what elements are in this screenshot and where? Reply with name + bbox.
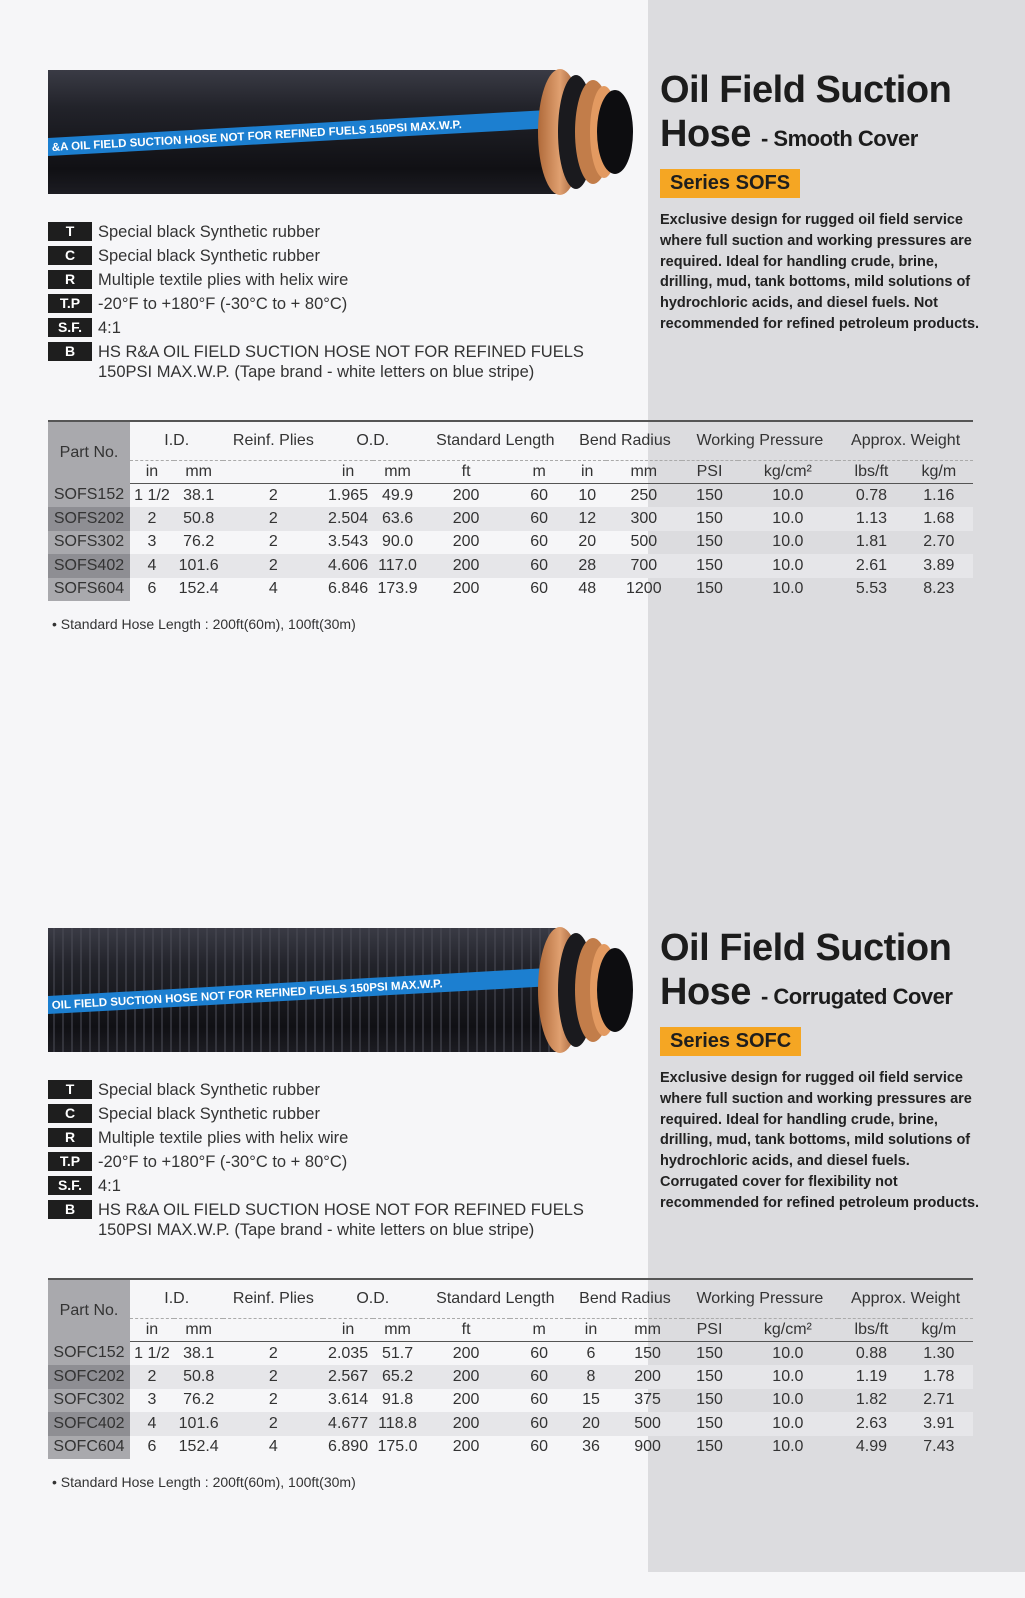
table-cell: 38.1 bbox=[183, 1344, 215, 1362]
spec-value: HS R&A OIL FIELD SUCTION HOSE NOT FOR REFINED FUELS bbox=[98, 343, 584, 361]
part-number-cell: SOFS202 bbox=[48, 507, 130, 530]
table-row bbox=[48, 554, 973, 577]
table-cell: 150 bbox=[696, 580, 723, 598]
header-unit: in bbox=[130, 461, 174, 484]
table-cell: 50.8 bbox=[174, 1365, 223, 1388]
table-cell: 4 bbox=[130, 1412, 174, 1435]
table-cell: 1.78 bbox=[905, 1365, 973, 1388]
table-cell: 2.61 bbox=[838, 554, 904, 577]
spec-value: Multiple textile plies with helix wire bbox=[98, 1129, 349, 1147]
header-unit: in bbox=[568, 461, 606, 484]
table-cell: 117.0 bbox=[373, 554, 422, 577]
table-cell: 10.0 bbox=[772, 1391, 804, 1409]
header-unit: mm bbox=[614, 1319, 682, 1342]
header-unit: mm bbox=[174, 461, 223, 484]
table-cell: 200 bbox=[422, 554, 510, 577]
table-cell: 3.543 bbox=[328, 533, 369, 551]
spec-table bbox=[48, 420, 973, 601]
table-cell: 36 bbox=[582, 1438, 600, 1456]
table-cell: 60 bbox=[530, 1344, 549, 1362]
header-std-length: Standard Length bbox=[422, 1279, 568, 1319]
spec-key-badge: B bbox=[48, 342, 92, 361]
table-cell: 150 bbox=[696, 486, 723, 504]
table-cell: 60 bbox=[510, 1365, 568, 1388]
product-title-line1: Oil Field Suction bbox=[660, 927, 952, 969]
header-unit: mm bbox=[606, 461, 681, 484]
table-cell: 150 bbox=[682, 554, 738, 577]
table-cell: 10 bbox=[578, 486, 597, 504]
table-row bbox=[48, 1342, 973, 1366]
table-cell: 4.99 bbox=[855, 1438, 888, 1456]
table-cell: 12 bbox=[568, 507, 606, 530]
header-unit: ft bbox=[422, 1319, 510, 1342]
table-cell: 10.0 bbox=[772, 1438, 804, 1456]
table-cell: 10.0 bbox=[738, 1365, 839, 1388]
spec-key-badge: T bbox=[48, 222, 92, 241]
header-unit: kg/m bbox=[905, 1319, 973, 1342]
table-cell: 101.6 bbox=[174, 554, 223, 577]
table-cell: 1.81 bbox=[855, 533, 888, 551]
table-cell: 2 bbox=[130, 1365, 174, 1388]
table-cell: 4 bbox=[268, 1438, 278, 1456]
table-cell: 2.71 bbox=[923, 1391, 955, 1409]
product-title-word: Hose bbox=[660, 113, 751, 155]
table-cell: 300 bbox=[606, 507, 681, 530]
table-cell: 2 bbox=[130, 507, 174, 530]
table-cell: 3.614 bbox=[328, 1391, 369, 1409]
table-cell: 200 bbox=[452, 1438, 480, 1456]
table-cell: 1.82 bbox=[855, 1391, 888, 1409]
table-cell: 4 bbox=[130, 554, 174, 577]
table-cell: 700 bbox=[606, 554, 681, 577]
header-unit-blank bbox=[223, 461, 323, 484]
standard-length-note: • Standard Hose Length : 200ft(60m), 100ft(30m) bbox=[52, 1474, 356, 1490]
table-cell: 8.23 bbox=[923, 580, 955, 598]
table-cell: 200 bbox=[452, 1344, 480, 1362]
spec-item bbox=[48, 1104, 628, 1124]
spec-key-badge: R bbox=[48, 1128, 92, 1147]
table-cell: 63.6 bbox=[373, 507, 422, 530]
table-cell: 2 bbox=[268, 533, 278, 551]
table-cell: 1 1/2 bbox=[134, 486, 170, 504]
table-cell: 2.567 bbox=[323, 1365, 372, 1388]
header-unit: kg/m bbox=[905, 461, 973, 484]
spec-key-badge: S.F. bbox=[48, 1176, 92, 1195]
part-number-cell: SOFC302 bbox=[48, 1389, 130, 1412]
table-cell: 2 bbox=[268, 486, 278, 504]
table-cell: 1.19 bbox=[838, 1365, 904, 1388]
spec-table bbox=[48, 1278, 973, 1459]
table-cell: 10.0 bbox=[772, 1344, 804, 1362]
table-cell: 4 bbox=[268, 580, 278, 598]
part-number-cell: SOFS302 bbox=[48, 531, 130, 554]
table-cell: 60 bbox=[530, 1438, 549, 1456]
table-cell: 1 1/2 bbox=[134, 1344, 170, 1362]
product-description: Exclusive design for rugged oil field service where full suction and working pressures are required. Ideal for handling crude, brine, drilling, mud, tank bottoms, mild solutions of hydrochloric acids, and diesel fuels. Not recommended for refined petroleum products. bbox=[660, 212, 980, 332]
table-cell: 6.890 bbox=[328, 1438, 369, 1456]
product-title-word: Hose bbox=[660, 971, 751, 1013]
table-cell: 1.16 bbox=[923, 486, 955, 504]
header-unit: lbs/ft bbox=[838, 461, 904, 484]
table-cell: 51.7 bbox=[381, 1344, 414, 1362]
table-cell: 76.2 bbox=[183, 1391, 215, 1409]
table-cell: 200 bbox=[452, 533, 480, 551]
table-cell: 375 bbox=[634, 1391, 661, 1409]
table-cell: 3 bbox=[147, 533, 157, 551]
table-cell: 200 bbox=[452, 580, 480, 598]
part-number-cell: SOFC202 bbox=[48, 1365, 130, 1388]
spec-item bbox=[48, 1152, 628, 1172]
table-cell: 48 bbox=[578, 580, 597, 598]
part-number-cell: SOFC152 bbox=[48, 1342, 130, 1366]
spec-list bbox=[48, 1080, 628, 1244]
spec-value: Multiple textile plies with helix wire bbox=[98, 271, 349, 289]
series-badge: Series SOFS bbox=[660, 169, 800, 198]
table-cell: 6 bbox=[586, 1344, 596, 1362]
spec-item bbox=[48, 1080, 628, 1100]
table-cell: 10.0 bbox=[772, 533, 804, 551]
table-cell: 15 bbox=[582, 1391, 600, 1409]
table-cell: 3 bbox=[147, 1391, 157, 1409]
header-weight: Approx. Weight bbox=[838, 1279, 973, 1319]
spec-item bbox=[48, 1200, 628, 1220]
product-section bbox=[0, 858, 1025, 1598]
table-cell: 8 bbox=[568, 1365, 613, 1388]
part-number-cell: SOFS402 bbox=[48, 554, 130, 577]
header-part-no: Part No. bbox=[48, 1279, 130, 1342]
table-cell: 60 bbox=[510, 1412, 568, 1435]
table-cell: 20 bbox=[578, 533, 597, 551]
hose-banner-text: OIL FIELD SUCTION HOSE NOT FOR REFINED FUELS 150PSI MAX.W.P. bbox=[51, 978, 443, 1012]
product-title-line2 bbox=[660, 970, 1010, 1019]
spec-value: Special black Synthetic rubber bbox=[98, 1105, 320, 1123]
spec-value: HS R&A OIL FIELD SUCTION HOSE NOT FOR REFINED FUELS bbox=[98, 1201, 584, 1219]
header-unit: mm bbox=[373, 461, 422, 484]
header-unit: PSI bbox=[682, 1319, 738, 1342]
header-working-pressure: Working Pressure bbox=[682, 1279, 839, 1319]
spec-item bbox=[48, 362, 628, 382]
table-row bbox=[48, 484, 973, 508]
table-cell: 173.9 bbox=[377, 580, 418, 598]
header-std-length: Standard Length bbox=[422, 421, 568, 461]
table-cell: 60 bbox=[530, 533, 549, 551]
table-row bbox=[48, 1389, 973, 1412]
table-cell: 6.846 bbox=[328, 580, 369, 598]
table-cell: 2 bbox=[223, 1412, 323, 1435]
header-unit: mm bbox=[373, 1319, 422, 1342]
table-cell: 90.0 bbox=[381, 533, 414, 551]
spec-value: -20°F to +180°F (-30°C to + 80°C) bbox=[98, 295, 348, 313]
table-row bbox=[48, 507, 973, 530]
table-cell: 0.88 bbox=[855, 1344, 888, 1362]
title-block bbox=[660, 68, 1010, 335]
table-cell: 1200 bbox=[626, 580, 662, 598]
table-cell: 200 bbox=[422, 1412, 510, 1435]
table-cell: 900 bbox=[634, 1438, 661, 1456]
table-cell: 175.0 bbox=[377, 1438, 418, 1456]
table-cell: 2.035 bbox=[328, 1344, 369, 1362]
table-cell: 500 bbox=[614, 1412, 682, 1435]
table-cell: 91.8 bbox=[381, 1391, 414, 1409]
spec-item bbox=[48, 342, 628, 362]
spec-value: 4:1 bbox=[98, 1177, 121, 1195]
spec-key-badge: C bbox=[48, 246, 92, 265]
table-cell: 2 bbox=[223, 554, 323, 577]
table-cell: 150 bbox=[634, 1344, 661, 1362]
spec-item bbox=[48, 294, 628, 314]
spec-key-badge: T.P bbox=[48, 1152, 92, 1171]
table-cell: 152.4 bbox=[178, 580, 219, 598]
table-cell: 200 bbox=[452, 1391, 480, 1409]
table-cell: 150 bbox=[696, 1438, 723, 1456]
spec-item bbox=[48, 1176, 628, 1196]
header-id: I.D. bbox=[130, 421, 223, 461]
header-unit: in bbox=[323, 1319, 372, 1342]
header-unit: in bbox=[323, 461, 372, 484]
table-cell: 10.0 bbox=[738, 554, 839, 577]
table-cell: 2.504 bbox=[323, 507, 372, 530]
table-cell: 1.13 bbox=[838, 507, 904, 530]
spec-item bbox=[48, 318, 628, 338]
product-section bbox=[0, 0, 1025, 740]
hose-image bbox=[48, 926, 638, 1056]
spec-key-badge bbox=[48, 1220, 92, 1239]
table-cell: 10.0 bbox=[738, 507, 839, 530]
spec-item bbox=[48, 1220, 628, 1240]
product-title-line2 bbox=[660, 112, 1010, 161]
table-cell: 10.0 bbox=[772, 486, 804, 504]
spec-value: Special black Synthetic rubber bbox=[98, 1081, 320, 1099]
spec-value: 150PSI MAX.W.P. (Tape brand - white letters on blue stripe) bbox=[98, 363, 535, 381]
header-unit: m bbox=[510, 461, 568, 484]
table-cell: 500 bbox=[630, 533, 658, 551]
table-cell: 28 bbox=[568, 554, 606, 577]
header-od: O.D. bbox=[323, 421, 422, 461]
table-cell: 6 bbox=[147, 580, 157, 598]
header-unit-blank bbox=[223, 1319, 323, 1342]
header-unit: in bbox=[568, 1319, 613, 1342]
table-cell: 200 bbox=[422, 1365, 510, 1388]
header-bend-radius: Bend Radius bbox=[568, 1279, 681, 1319]
table-cell: 76.2 bbox=[183, 533, 215, 551]
table-row bbox=[48, 578, 973, 601]
table-cell: 150 bbox=[696, 533, 723, 551]
table-cell: 150 bbox=[696, 1344, 723, 1362]
table-cell: 1.965 bbox=[328, 486, 369, 504]
header-bend-radius: Bend Radius bbox=[568, 421, 681, 461]
standard-length-note: • Standard Hose Length : 200ft(60m), 100ft(30m) bbox=[52, 616, 356, 632]
table-cell: 60 bbox=[530, 580, 549, 598]
table-cell: 10.0 bbox=[738, 1412, 839, 1435]
spec-item bbox=[48, 270, 628, 290]
spec-key-badge: T bbox=[48, 1080, 92, 1099]
table-cell: 38.1 bbox=[183, 486, 215, 504]
table-cell: 250 bbox=[630, 486, 658, 504]
table-cell: 0.78 bbox=[855, 486, 888, 504]
table-cell: 60 bbox=[510, 507, 568, 530]
spec-key-badge: B bbox=[48, 1200, 92, 1219]
hose-image bbox=[48, 68, 638, 198]
part-number-cell: SOFC604 bbox=[48, 1436, 130, 1459]
header-reinf: Reinf. Plies bbox=[223, 421, 323, 461]
table-cell: 7.43 bbox=[923, 1438, 955, 1456]
header-unit: m bbox=[510, 1319, 568, 1342]
header-id: I.D. bbox=[130, 1279, 223, 1319]
header-unit: PSI bbox=[682, 461, 738, 484]
table-row bbox=[48, 1365, 973, 1388]
spec-item bbox=[48, 222, 628, 242]
header-weight: Approx. Weight bbox=[838, 421, 973, 461]
series-badge: Series SOFC bbox=[660, 1027, 801, 1056]
hose-photo bbox=[48, 926, 638, 1056]
header-working-pressure: Working Pressure bbox=[682, 421, 839, 461]
product-description: Exclusive design for rugged oil field service where full suction and working pressures are required. Ideal for handling crude, brine, drilling, mud, tank bottoms, mild solutions of hydrochloric acids, and diesel fuels. Corrugated cover for flexibility not recommended for refined petroleum products. bbox=[660, 1070, 980, 1211]
table-row bbox=[48, 531, 973, 554]
spec-item bbox=[48, 1128, 628, 1148]
table-cell: 2.70 bbox=[923, 533, 955, 551]
spec-key-badge: T.P bbox=[48, 294, 92, 313]
part-number-cell: SOFS604 bbox=[48, 578, 130, 601]
spec-value: Special black Synthetic rubber bbox=[98, 247, 320, 265]
part-number-cell: SOFS152 bbox=[48, 484, 130, 508]
table-cell: 118.8 bbox=[373, 1412, 422, 1435]
table-cell: 65.2 bbox=[373, 1365, 422, 1388]
header-unit: ft bbox=[422, 461, 510, 484]
table-cell: 200 bbox=[422, 507, 510, 530]
spec-value: 150PSI MAX.W.P. (Tape brand - white letters on blue stripe) bbox=[98, 1221, 535, 1239]
table-cell: 60 bbox=[530, 486, 549, 504]
table-cell: 60 bbox=[530, 1391, 549, 1409]
spec-key-badge bbox=[48, 362, 92, 381]
table-cell: 1.30 bbox=[923, 1344, 955, 1362]
table-cell: 1.68 bbox=[905, 507, 973, 530]
table-cell: 49.9 bbox=[381, 486, 414, 504]
header-unit: mm bbox=[174, 1319, 223, 1342]
spec-key-badge: C bbox=[48, 1104, 92, 1123]
table-row bbox=[48, 1412, 973, 1435]
product-title-line1: Oil Field Suction bbox=[660, 69, 952, 111]
table-cell: 150 bbox=[682, 1412, 738, 1435]
spec-value: 4:1 bbox=[98, 319, 121, 337]
table-cell: 2 bbox=[223, 507, 323, 530]
table-cell: 20 bbox=[568, 1412, 613, 1435]
spec-value: -20°F to +180°F (-30°C to + 80°C) bbox=[98, 1153, 348, 1171]
table-cell: 150 bbox=[682, 507, 738, 530]
table-cell: 4.606 bbox=[323, 554, 372, 577]
header-unit: kg/cm² bbox=[738, 461, 839, 484]
spec-key-badge: R bbox=[48, 270, 92, 289]
table-row bbox=[48, 1436, 973, 1459]
table-cell: 150 bbox=[696, 1391, 723, 1409]
table-cell: 2 bbox=[268, 1391, 278, 1409]
header-unit: lbs/ft bbox=[838, 1319, 904, 1342]
table-cell: 4.677 bbox=[323, 1412, 372, 1435]
header-reinf: Reinf. Plies bbox=[223, 1279, 323, 1319]
spec-value: Special black Synthetic rubber bbox=[98, 223, 320, 241]
table-cell: 101.6 bbox=[174, 1412, 223, 1435]
hose-photo bbox=[48, 68, 638, 198]
table-cell: 3.91 bbox=[905, 1412, 973, 1435]
part-number-cell: SOFC402 bbox=[48, 1412, 130, 1435]
header-od: O.D. bbox=[323, 1279, 422, 1319]
table-cell: 200 bbox=[452, 486, 480, 504]
title-block bbox=[660, 926, 1010, 1214]
table-cell: 150 bbox=[682, 1365, 738, 1388]
table-cell: 3.89 bbox=[905, 554, 973, 577]
table-cell: 50.8 bbox=[174, 507, 223, 530]
hose-banner-text: &A OIL FIELD SUCTION HOSE NOT FOR REFINED FUELS 150PSI MAX.W.P. bbox=[51, 119, 463, 154]
table-cell: 10.0 bbox=[772, 580, 804, 598]
header-unit: in bbox=[130, 1319, 174, 1342]
header-part-no: Part No. bbox=[48, 421, 130, 484]
table-cell: 2.63 bbox=[838, 1412, 904, 1435]
table-cell: 5.53 bbox=[855, 580, 888, 598]
table-cell: 200 bbox=[614, 1365, 682, 1388]
spec-item bbox=[48, 246, 628, 266]
product-title-suffix: - Corrugated Cover bbox=[760, 984, 953, 1009]
spec-key-badge: S.F. bbox=[48, 318, 92, 337]
product-title-suffix: - Smooth Cover bbox=[760, 126, 918, 151]
header-unit: kg/cm² bbox=[738, 1319, 839, 1342]
table-cell: 152.4 bbox=[178, 1438, 219, 1456]
table-cell: 6 bbox=[147, 1438, 157, 1456]
spec-list bbox=[48, 222, 628, 386]
table-cell: 2 bbox=[268, 1344, 278, 1362]
table-cell: 60 bbox=[510, 554, 568, 577]
table-cell: 2 bbox=[223, 1365, 323, 1388]
